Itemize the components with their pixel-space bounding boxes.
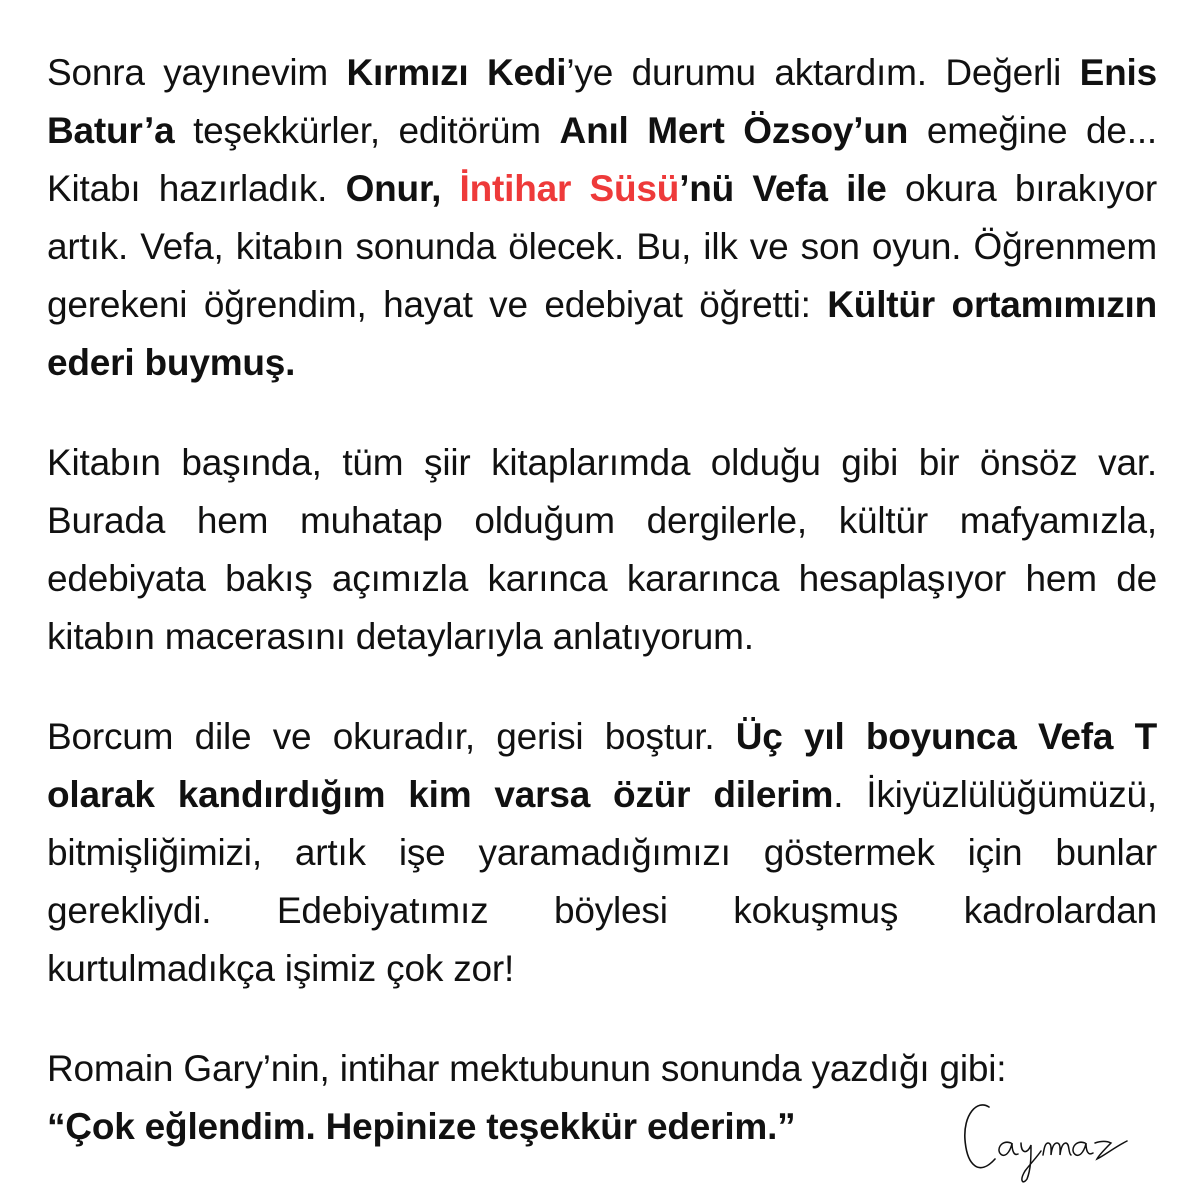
paragraph-preface: Kitabın başında, tüm şiir kitaplarımda olduğu gibi bir önsöz var. Burada hem muhatap olduğum dergilerle, kültür mafyamızla, edebiyata bakış açımızla karınca kararınca hesaplaşıyor hem de kitabın macerasını detaylarıyla anlatıyorum. [47,442,1157,657]
text-run: Romain Gary’nin, intihar mektubunun sonunda yazdığı gibi: [47,1048,1007,1089]
text-run: teşekkürler, editörüm [174,110,560,151]
text-run: Sonra yayınevim [47,52,347,93]
book-title: İntihar Süsü [459,168,680,209]
apology-statement: Üç yıl boyunca Vefa T olarak kandırdığım kim varsa özür dilerim [47,716,1157,815]
person-name-enis-batur: Enis Batur’a [47,52,1157,151]
document-body [47,44,1157,1198]
text-run [441,168,459,209]
text-run: . İkiyüzlülüğümüzü, bitmişliğimizi, artık işe yaramadığımızı göstermek için bunlar gerekliydi. Edebiyatımız böylesi kokuşmuş kadrolardan kurtulmadıkça işimiz çok zor! [47,774,1157,989]
text-run: okura bırakıyor artık. Vefa, kitabın sonunda ölecek. Bu, ilk ve son oyun. Öğrenmem gerekeni öğrendim, hayat ve edebiyat öğretti: [47,168,1157,325]
emphasis-statement: Kültür ortamımızın ederi buymuş. [47,284,1157,383]
handwritten-signature [955,1085,1155,1185]
text-run: ’ye durumu aktardım. Değerli [566,52,1080,93]
paragraph-apology [47,708,1157,998]
person-name-editor: Anıl Mert Özsoy’un [559,110,909,151]
book-title-suffix: ’nü Vefa ile [679,168,887,209]
publisher-name: Kırmızı Kedi [346,52,567,93]
person-name-onur: Onur, [345,168,442,209]
text-run: emeğine de... Kitabı hazırladık. [47,110,1157,209]
closing-quote: “Çok eğlendim. Hepinize teşekkür ederim.” [47,1106,796,1147]
paragraph-publisher [47,44,1157,392]
text-run: Borcum dile ve okuradır, gerisi boştur. [47,716,736,757]
